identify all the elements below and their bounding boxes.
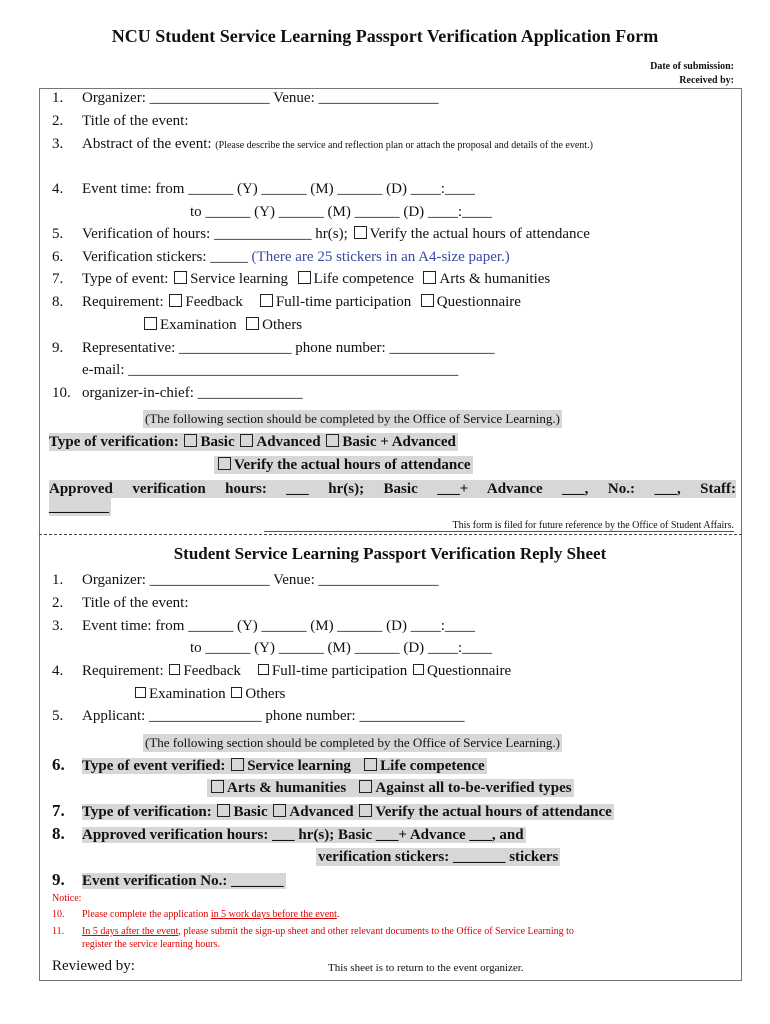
checkbox[interactable]: [184, 434, 197, 447]
date-of-submission: Date of submission:: [650, 61, 734, 72]
filed-note: This form is filed for future reference by the Office of Student Affairs.: [264, 520, 734, 532]
checkbox[interactable]: [218, 457, 231, 470]
reply-event-time-to: to ______ (Y) ______ (M) ______ (D) ____:____: [190, 640, 493, 656]
cut-line: [39, 534, 742, 535]
reviewed-by: Reviewed by:: [52, 958, 135, 974]
checkbox[interactable]: [144, 317, 157, 330]
checkbox[interactable]: [260, 294, 273, 307]
field-requirement: 8. Requirement: Feedback Full-time participation Questionnaire: [52, 294, 521, 310]
reply-requirement-2: Examination Others: [133, 685, 285, 703]
checkbox[interactable]: [423, 271, 436, 284]
reply-type-of-event-2: Arts & humanities Against all to-be-verified types: [207, 779, 574, 797]
verification-type: Type of verification: Basic Advanced Basic + Advanced: [49, 434, 456, 450]
notice-item-11-line2: register the service learning hours.: [82, 939, 221, 950]
notice-item-11: 11. In 5 days after the event, please submit the sign-up sheet and other relevant documents to the Office of Service Learning to: [52, 926, 574, 937]
checkbox[interactable]: [421, 294, 434, 307]
checkbox[interactable]: [413, 664, 424, 675]
reply-type-of-verification: 7. Type of verification: Basic Advanced Verify the actual hours of attendance: [52, 801, 612, 820]
reply-stickers: verification stickers: _______ stickers: [318, 849, 559, 865]
checkbox[interactable]: [258, 664, 269, 675]
approved-hours-staff: ________: [49, 499, 109, 515]
return-note: This sheet is to return to the event organizer.: [328, 962, 524, 974]
field-representative: 9. Representative: _______________ phone number: ______________: [52, 340, 495, 356]
field-abstract: 3. Abstract of the event: (Please describe the service and reflection plan or attach the proposal and details of the event.): [52, 136, 593, 152]
checkbox[interactable]: [298, 271, 311, 284]
checkbox[interactable]: [217, 804, 230, 817]
checkbox[interactable]: [231, 687, 242, 698]
reply-verification-no: 9. Event verification No.: _______: [52, 870, 284, 889]
reply-requirement: 4. Requirement: Feedback Full-time participation Questionnaire: [52, 663, 512, 679]
checkbox[interactable]: [326, 434, 339, 447]
field-verification-stickers: 6. Verification stickers: _____ (There are 25 stickers in an A4-size paper.): [52, 249, 510, 265]
field-event-time-to: to ______ (Y) ______ (M) ______ (D) ____:____: [190, 204, 493, 220]
field-verification-hours: 5. Verification of hours: _____________ hr(s); Verify the actual hours of attendance: [52, 226, 590, 242]
checkbox[interactable]: [169, 294, 182, 307]
notice-item-10: 10. Please complete the application in 5 work days before the event.: [52, 909, 340, 920]
checkbox[interactable]: [364, 758, 377, 771]
reply-title: Student Service Learning Passport Verification Reply Sheet: [173, 544, 607, 563]
verify-actual-hours: Verify the actual hours of attendance: [214, 456, 473, 474]
checkbox[interactable]: [354, 226, 367, 239]
checkbox[interactable]: [231, 758, 244, 771]
reply-type-of-event: 6. Type of event verified: Service learning Life competence: [52, 755, 485, 774]
reply-approved-hours: 8. Approved verification hours: ___ hr(s); Basic ___+ Advance ___, and: [52, 824, 524, 843]
reply-event-time-from: 3. Event time: from ______ (Y) ______ (M) ______ (D) ____:____: [52, 618, 475, 634]
field-organizer-venue: 1. Organizer: ________________ Venue: ________________: [52, 90, 439, 106]
checkbox[interactable]: [135, 687, 146, 698]
field-title: 2. Title of the event:: [52, 113, 189, 129]
checkbox[interactable]: [169, 664, 180, 675]
reply-office-note: (The following section should be completed by the Office of Service Learning.): [145, 735, 560, 750]
checkbox[interactable]: [174, 271, 187, 284]
received-by: Received by:: [679, 75, 734, 86]
reply-applicant: 5. Applicant: _______________ phone number: ______________: [52, 708, 465, 724]
field-email: e-mail: ____________________________________________: [82, 362, 459, 378]
field-event-time-from: 4. Event time: from ______ (Y) ______ (M) ______ (D) ____:____: [52, 181, 475, 197]
notice-label: Notice:: [52, 893, 82, 904]
reply-title-field: 2. Title of the event:: [52, 595, 189, 611]
approved-hours: Approved verification hours: ___ hr(s); Basic ___+ Advance ___, No.: ___, Staff:: [49, 481, 736, 497]
reply-organizer-venue: 1. Organizer: ________________ Venue: ________________: [52, 572, 439, 588]
checkbox[interactable]: [246, 317, 259, 330]
checkbox[interactable]: [211, 780, 224, 793]
form-title: NCU Student Service Learning Passport Verification Application Form: [111, 26, 659, 46]
field-type-of-event: 7. Type of event: Service learning Life competence Arts & humanities: [52, 271, 551, 287]
checkbox[interactable]: [273, 804, 286, 817]
checkbox[interactable]: [359, 780, 372, 793]
checkbox[interactable]: [240, 434, 253, 447]
field-organizer-in-chief: 10. organizer-in-chief: ______________: [52, 385, 303, 401]
office-note: (The following section should be completed by the Office of Service Learning.): [145, 411, 560, 426]
field-requirement-2: Examination Others: [142, 316, 302, 334]
checkbox[interactable]: [359, 804, 372, 817]
